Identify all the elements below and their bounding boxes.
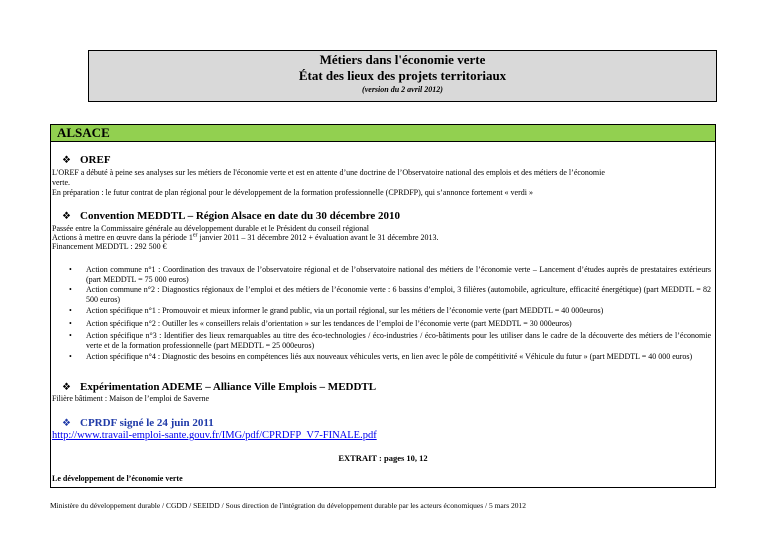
page-title: Métiers dans l'économie verte: [319, 52, 486, 67]
region-frame: [50, 124, 716, 488]
diamond-bullet-icon: ❖: [62, 382, 71, 393]
bullet-dot-icon: •: [69, 285, 72, 294]
bullet-dot-icon: •: [69, 319, 72, 328]
convention-line-3: Financement MEDDTL : 292 500 €: [52, 242, 167, 251]
extrait-label: EXTRAIT : pages 10, 12: [338, 453, 428, 463]
version-label: (version du 2 avril 2012): [362, 85, 443, 94]
list-item: Action commune n°1 : Coordination des travaux de l’observatoire régional et de l’observatoire national des métiers de l’économie verte – Lancement d’études auprès de prestataires extérieurs (part MEDDTL = 75 000 euros): [86, 265, 711, 284]
convention-heading: Convention MEDDTL – Région Alsace en date du 30 décembre 2010: [80, 210, 401, 222]
section-subtitle: Le développement de l’économie verte: [52, 474, 183, 483]
diamond-bullet-icon: ❖: [62, 155, 71, 166]
cprdf-heading: CPRDF signé le 24 juin 2011: [80, 417, 214, 429]
bullet-dot-icon: •: [69, 265, 72, 274]
diamond-bullet-icon: ❖: [62, 211, 71, 222]
ademe-heading: Expérimentation ADEME – Alliance Ville Emplois – MEDDTL: [80, 381, 377, 393]
list-item: Action spécifique n°1 : Promouvoir et mieux informer le grand public, via un portail régional, sur les métiers de l’économie verte (part MEDDTL = 40 000euros): [86, 306, 604, 315]
list-item: Action spécifique n°2 : Outiller les « conseillers relais d’orientation » sur les tendances de l’emploi de l’économie verte (part MEDDTL = 30 000euros): [86, 319, 572, 328]
ademe-text: Filière bâtiment : Maison de l’emploi de Saverne: [52, 394, 210, 403]
oref-text-1: L'OREF a débuté à peine ses analyses sur les métiers de l'économie verte et est en attente d’une doctrine de l’Observatoire national des emplois et des métiers de l’économie: [52, 168, 605, 177]
page-subtitle: État des lieux des projets territoriaux: [298, 68, 507, 83]
cprdf-link[interactable]: http://www.travail-emploi-sante.gouv.fr/IMG/pdf/CPRDFP_V7-FINALE.pdf: [52, 430, 377, 441]
list-item: Action spécifique n°3 : Identifier des lieux remarquables au titre des éco-technologies / éco-industries / éco-bâtiments pour les utiliser dans le cadre de la découverte des métiers de l’économie verte et de la formation professionnelle (part MEDDTL = 25 000euros): [86, 331, 711, 350]
oref-text-2: En préparation : le futur contrat de plan régional pour le développement de la formation professionnelle (CPRDFP), qui s’annonce fortement « verdi »: [52, 188, 533, 197]
title-box: [88, 50, 717, 102]
diamond-bullet-icon: ❖: [62, 418, 71, 429]
bullet-dot-icon: •: [69, 352, 72, 361]
list-item: Action spécifique n°4 : Diagnostic des besoins en compétences liés aux nouveaux véhicules verts, en lien avec le pôle de compétitivité « Véhicule du futur » (part MEDDTL = 40 000 euros): [86, 352, 693, 361]
list-item: Action commune n°2 : Diagnostics régionaux de l’emploi et des métiers de l’économie verte : 6 bassins d’emploi, 3 filières (automobile, agriculture, efficacité énergétique) (part MEDDTL = 82 500 euros): [86, 285, 711, 304]
bullet-dot-icon: •: [69, 331, 72, 340]
convention-line-1: Passée entre la Commissaire générale au développement durable et le Président du conseil régional: [52, 224, 369, 233]
bullet-dot-icon: •: [69, 306, 72, 315]
convention-line-2: Actions à mettre en œuvre dans la période 1er janvier 2011 – 31 décembre 2012 + évaluation avant le 31 décembre 2013.: [52, 232, 439, 242]
page-footer: Ministère du développement durable / CGDD / SEEIDD / Sous direction de l'intégration du développement durable par les acteurs économiques / 5 mars 2012: [50, 501, 527, 510]
oref-heading: OREF: [80, 154, 111, 166]
region-header: ALSACE: [51, 125, 715, 142]
oref-text-1b: verte.: [52, 178, 70, 187]
